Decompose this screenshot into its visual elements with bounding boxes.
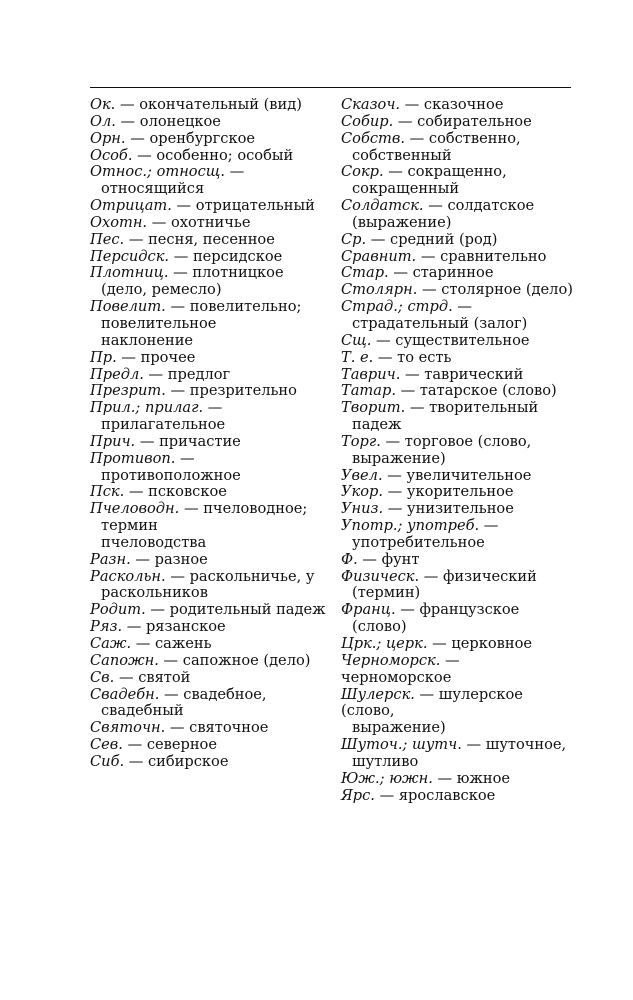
abbreviation-entry	[341, 400, 573, 434]
abbreviation-term: Стар.	[341, 264, 389, 282]
abbreviation-definition-continuation: свадебный	[101, 702, 184, 720]
em-dash: —	[179, 500, 204, 518]
abbreviation-entry	[90, 400, 328, 434]
abbreviation-definition-continuation: употребительное	[352, 533, 485, 551]
abbreviation-definition-continuation: падеж	[352, 416, 402, 434]
em-dash: —	[203, 399, 223, 417]
abbreviation-definition: сравнительно	[440, 247, 547, 265]
em-dash: —	[165, 382, 190, 400]
abbreviation-term: Ф.	[341, 550, 358, 568]
em-dash: —	[147, 213, 171, 231]
abbreviation-definition: оренбургское	[149, 129, 256, 147]
abbreviation-entry	[90, 484, 328, 501]
abbreviation-definition: рязанское	[145, 618, 226, 636]
abbreviation-entry	[90, 299, 328, 350]
abbreviation-definition: сажень	[154, 635, 212, 652]
abbreviation-term: Персидск.	[90, 247, 170, 265]
abbreviation-entry	[341, 737, 573, 771]
abbreviation-definition-continuation: прилагательное	[101, 416, 226, 434]
abbreviation-term: Страд.; стрд.	[341, 298, 453, 316]
abbreviation-definition: разное	[154, 550, 208, 568]
abbreviation-definition: святой	[138, 668, 191, 686]
abbreviation-definition: причастие	[159, 432, 241, 450]
em-dash: —	[452, 298, 472, 316]
abbreviation-entry	[90, 198, 328, 215]
abbreviation-definition: шулерское (слово,	[341, 685, 523, 720]
abbreviation-term: Шулерск.	[341, 685, 415, 703]
em-dash: —	[479, 517, 499, 535]
em-dash: —	[124, 483, 149, 501]
em-dash: —	[357, 550, 382, 568]
abbreviation-entry	[90, 653, 328, 670]
abbreviation-term: Сев.	[90, 736, 123, 754]
em-dash: —	[168, 264, 193, 282]
abbreviation-entry	[341, 114, 573, 131]
em-dash: —	[417, 281, 442, 299]
abbreviation-definition: торговое (слово,	[404, 432, 532, 450]
abbreviation-term: Отрицат.	[90, 197, 172, 215]
abbreviation-term: Франц.	[341, 601, 396, 619]
abbreviation-entry	[90, 131, 328, 148]
em-dash: —	[374, 786, 399, 804]
abbreviation-definition: средний (род)	[390, 230, 498, 248]
abbreviation-definition: персидское	[192, 247, 283, 265]
abbreviation-term: Сщ.	[341, 331, 372, 349]
abbreviation-term: Физическ.	[341, 567, 420, 585]
abbreviation-definition-continuation: сокращенный	[352, 180, 460, 198]
abbreviation-entry	[341, 552, 573, 569]
em-dash: —	[393, 112, 418, 130]
abbreviation-term: Противоп.	[90, 449, 176, 467]
em-dash: —	[225, 163, 245, 181]
abbreviation-definition: свадебное,	[183, 685, 267, 703]
em-dash: —	[175, 449, 195, 467]
abbreviation-term: Раскольн.	[90, 567, 166, 585]
abbreviation-term: Сравнит.	[341, 247, 417, 265]
abbreviation-term: Предл.	[90, 365, 144, 383]
abbreviation-entry	[90, 754, 328, 771]
abbreviation-entry	[341, 97, 573, 114]
abbreviation-definition: песня, песенное	[148, 230, 275, 248]
em-dash: —	[125, 129, 150, 147]
abbreviation-definition: укорительное	[406, 483, 514, 501]
abbreviation-definition-continuation: (слово)	[352, 618, 407, 636]
abbreviation-entry	[90, 114, 328, 131]
abbreviation-definition-continuation: повелительное	[101, 314, 217, 332]
abbreviation-entry	[341, 434, 573, 468]
abbreviation-term: Юж.; южн.	[341, 769, 433, 787]
abbreviation-entry	[341, 164, 573, 198]
abbreviation-entry	[341, 518, 573, 552]
abbreviation-entry	[90, 636, 328, 653]
abbreviation-term: Торг.	[341, 432, 381, 450]
abbreviation-term: Черноморск.	[341, 651, 441, 669]
em-dash: —	[114, 668, 139, 686]
abbreviation-term: Униз.	[341, 500, 384, 518]
abbreviation-definition: повелительно;	[189, 298, 302, 316]
em-dash: —	[124, 752, 148, 770]
abbreviation-term: Святочн.	[90, 719, 166, 737]
abbreviation-term: Татар.	[341, 382, 396, 400]
abbreviation-entry	[341, 501, 573, 518]
abbreviation-term: Сказоч.	[341, 96, 401, 113]
em-dash: —	[165, 719, 190, 737]
abbreviation-definition: французское	[419, 601, 520, 619]
abbreviation-term: Солдатск.	[341, 197, 424, 215]
abbreviation-term: Пр.	[90, 348, 117, 366]
abbreviation-term: Орн.	[90, 129, 126, 147]
abbreviation-definition: сапожное (дело)	[182, 651, 311, 669]
abbreviation-definition: плотницкое	[192, 264, 284, 282]
header-rule	[90, 87, 571, 88]
em-dash: —	[159, 685, 184, 703]
abbreviation-definition: пчеловодное;	[203, 500, 308, 518]
abbreviation-term: Прич.	[90, 432, 136, 450]
em-dash: —	[158, 651, 183, 669]
abbreviation-term: Охотн.	[90, 213, 148, 231]
abbreviation-entry	[341, 602, 573, 636]
em-dash: —	[383, 483, 407, 501]
abbreviation-entry	[341, 333, 573, 350]
abbreviation-entry	[341, 265, 573, 282]
abbreviation-definition-continuation: термин	[101, 517, 158, 535]
abbreviations-right-column	[341, 97, 573, 804]
em-dash: —	[395, 601, 420, 619]
abbreviation-definition: ярославское	[398, 786, 496, 804]
abbreviations-left-column	[90, 97, 328, 771]
abbreviation-definition: увеличительное	[406, 466, 532, 484]
abbreviation-term: Ок.	[90, 96, 116, 113]
abbreviation-term: Ср.	[341, 230, 367, 248]
abbreviation-definition-continuation: страдательный (залог)	[352, 314, 528, 332]
em-dash: —	[405, 129, 429, 147]
abbreviation-term: Употр.; употреб.	[341, 517, 480, 535]
abbreviation-entry	[90, 687, 328, 721]
abbreviation-term: Родит.	[90, 601, 146, 619]
em-dash: —	[427, 635, 452, 652]
abbreviation-entry	[90, 383, 328, 400]
abbreviation-entry	[90, 434, 328, 451]
em-dash: —	[132, 146, 157, 164]
abbreviation-term: Пск.	[90, 483, 125, 501]
abbreviation-entry	[341, 367, 573, 384]
abbreviation-entry	[90, 97, 328, 114]
abbreviation-entry	[90, 451, 328, 485]
abbreviation-definition: черноморское	[341, 668, 452, 686]
em-dash: —	[461, 736, 486, 754]
abbreviation-term: Плотниц.	[90, 264, 169, 282]
abbreviation-definition: старинное	[412, 264, 494, 282]
em-dash: —	[395, 382, 420, 400]
abbreviation-entry	[90, 720, 328, 737]
em-dash: —	[116, 348, 141, 366]
abbreviation-term: Пес.	[90, 230, 125, 248]
em-dash: —	[419, 567, 443, 585]
abbreviation-definition: псковское	[148, 483, 227, 501]
abbreviation-definition: собственно,	[428, 129, 521, 147]
abbreviation-term: Собств.	[341, 129, 406, 147]
abbreviation-definition: прочее	[140, 348, 196, 366]
abbreviation-entry	[341, 569, 573, 603]
abbreviation-definition: столярное (дело)	[441, 281, 573, 299]
abbreviation-definition: окончательный (вид)	[139, 96, 302, 113]
abbreviation-entry	[90, 215, 328, 232]
abbreviation-term: Разн.	[90, 550, 131, 568]
abbreviation-definition-continuation: наклонение	[101, 331, 194, 349]
em-dash: —	[400, 96, 424, 113]
abbreviation-definition-continuation: шутливо	[352, 752, 419, 770]
abbreviation-definition: отрицательный	[195, 197, 315, 215]
abbreviation-definition-continuation: пчеловодства	[101, 533, 207, 551]
abbreviation-term: Шуточ.; шутч.	[341, 736, 462, 754]
abbreviation-definition: солдатское	[447, 197, 535, 215]
em-dash: —	[165, 567, 190, 585]
abbreviation-term: Особ.	[90, 146, 133, 164]
abbreviation-definition: особенно; особый	[156, 146, 294, 164]
abbreviation-entry	[341, 198, 573, 232]
abbreviation-definition: существительное	[395, 331, 530, 349]
abbreviation-term: Презрит.	[90, 382, 166, 400]
abbreviation-term: Црк.; церк.	[341, 635, 428, 652]
abbreviation-entry	[90, 350, 328, 367]
abbreviation-term: Сокр.	[341, 163, 384, 181]
em-dash: —	[171, 197, 196, 215]
abbreviation-term: Повелит.	[90, 298, 166, 316]
abbreviation-term: Пчеловодн.	[90, 500, 180, 518]
abbreviation-entry	[341, 282, 573, 299]
abbreviation-definition: физический	[443, 567, 537, 585]
abbreviation-definition: шуточное,	[485, 736, 567, 754]
abbreviation-entry	[90, 552, 328, 569]
abbreviation-entry	[341, 653, 573, 687]
abbreviation-definition: унизительное	[407, 500, 514, 518]
em-dash: —	[423, 197, 448, 215]
em-dash: —	[373, 348, 398, 366]
em-dash: —	[371, 331, 396, 349]
em-dash: —	[383, 500, 408, 518]
abbreviation-entry	[90, 249, 328, 266]
abbreviation-definition-continuation: раскольников	[101, 584, 208, 602]
abbreviation-entry	[341, 788, 573, 805]
abbreviation-term: Ярс.	[341, 786, 375, 804]
abbreviation-entry	[90, 164, 328, 198]
abbreviation-definition: святочное	[189, 719, 269, 737]
abbreviation-entry	[90, 367, 328, 384]
abbreviation-term: Свадебн.	[90, 685, 160, 703]
abbreviation-entry	[341, 468, 573, 485]
abbreviation-term: Ол.	[90, 112, 116, 130]
abbreviation-term: Укор.	[341, 483, 384, 501]
em-dash: —	[440, 651, 460, 669]
em-dash: —	[165, 298, 190, 316]
em-dash: —	[122, 736, 147, 754]
em-dash: —	[382, 466, 407, 484]
abbreviation-term: Сиб.	[90, 752, 125, 770]
abbreviation-definition-continuation: выражение)	[352, 449, 446, 467]
abbreviation-definition-continuation: (выражение)	[352, 213, 452, 231]
abbreviation-entry	[341, 687, 573, 738]
em-dash: —	[380, 432, 405, 450]
abbreviation-definition: олонецкое	[139, 112, 221, 130]
em-dash: —	[122, 618, 146, 636]
em-dash: —	[130, 550, 155, 568]
em-dash: —	[416, 247, 441, 265]
abbreviation-entry	[341, 636, 573, 653]
abbreviation-definition-continuation: выражение)	[352, 719, 446, 737]
em-dash: —	[383, 163, 408, 181]
abbreviation-definition: таврический	[424, 365, 524, 383]
abbreviation-entry	[90, 265, 328, 299]
em-dash: —	[131, 635, 155, 652]
em-dash: —	[414, 685, 439, 703]
abbreviation-entry	[341, 232, 573, 249]
abbreviation-definition: предлог	[167, 365, 231, 383]
abbreviation-definition: фунт	[381, 550, 420, 568]
abbreviation-entry	[90, 232, 328, 249]
abbreviation-term: Т. е.	[341, 348, 374, 366]
abbreviation-entry	[90, 737, 328, 754]
abbreviation-entry	[90, 670, 328, 687]
abbreviation-entry	[341, 771, 573, 788]
em-dash: —	[366, 230, 391, 248]
abbreviation-definition: родительный падеж	[169, 601, 326, 619]
abbreviation-term: Прил.; прилаг.	[90, 399, 204, 417]
abbreviation-definition-continuation: (дело, ремесло)	[101, 281, 222, 299]
abbreviation-entry	[90, 619, 328, 636]
abbreviation-definition-continuation: (термин)	[352, 584, 421, 602]
abbreviation-term: Собир.	[341, 112, 394, 130]
em-dash: —	[145, 601, 170, 619]
abbreviation-definition: сибирское	[148, 752, 229, 770]
em-dash: —	[405, 399, 430, 417]
abbreviation-definition: северное	[146, 736, 217, 754]
abbreviation-term: Таврич.	[341, 365, 401, 383]
abbreviation-definition: церковное	[451, 635, 533, 652]
abbreviation-definition: охотничье	[170, 213, 251, 231]
abbreviation-definition-continuation: противоположное	[101, 466, 241, 484]
abbreviation-definition: раскольничье, у	[189, 567, 315, 585]
abbreviation-term: Св.	[90, 668, 115, 686]
em-dash: —	[135, 432, 160, 450]
abbreviation-term: Увел.	[341, 466, 383, 484]
em-dash: —	[388, 264, 413, 282]
em-dash: —	[143, 365, 168, 383]
em-dash: —	[124, 230, 149, 248]
abbreviation-entry	[90, 569, 328, 603]
abbreviation-definition: то есть	[397, 348, 452, 366]
em-dash: —	[115, 96, 140, 113]
abbreviation-entry	[341, 350, 573, 367]
abbreviation-entry	[341, 484, 573, 501]
abbreviation-term: Столярн.	[341, 281, 418, 299]
abbreviation-definition: сокращенно,	[407, 163, 507, 181]
em-dash: —	[400, 365, 425, 383]
abbreviation-term: Ряз.	[90, 618, 123, 636]
abbreviation-definition-continuation: собственный	[352, 146, 452, 164]
abbreviation-definition: сказочное	[423, 96, 504, 113]
abbreviation-definition: творительный	[429, 399, 539, 417]
abbreviation-entry	[341, 299, 573, 333]
abbreviation-term: Сапожн.	[90, 651, 159, 669]
abbreviation-entry	[90, 148, 328, 165]
abbreviation-entry	[90, 501, 328, 552]
em-dash: —	[432, 769, 457, 787]
abbreviation-definition: южное	[456, 769, 511, 787]
abbreviation-term: Саж.	[90, 635, 132, 652]
abbreviation-entry	[341, 131, 573, 165]
abbreviation-entry	[341, 383, 573, 400]
abbreviation-term: Творит.	[341, 399, 406, 417]
abbreviation-definition: презрительно	[189, 382, 297, 400]
em-dash: —	[115, 112, 140, 130]
abbreviation-definition: татарское (слово)	[419, 382, 557, 400]
em-dash: —	[169, 247, 193, 265]
abbreviation-term: Относ.; относщ.	[90, 163, 226, 181]
abbreviation-entry	[90, 602, 328, 619]
abbreviation-entry	[341, 249, 573, 266]
abbreviation-definition: собирательное	[417, 112, 532, 130]
abbreviation-definition-continuation: относящийся	[101, 180, 205, 198]
